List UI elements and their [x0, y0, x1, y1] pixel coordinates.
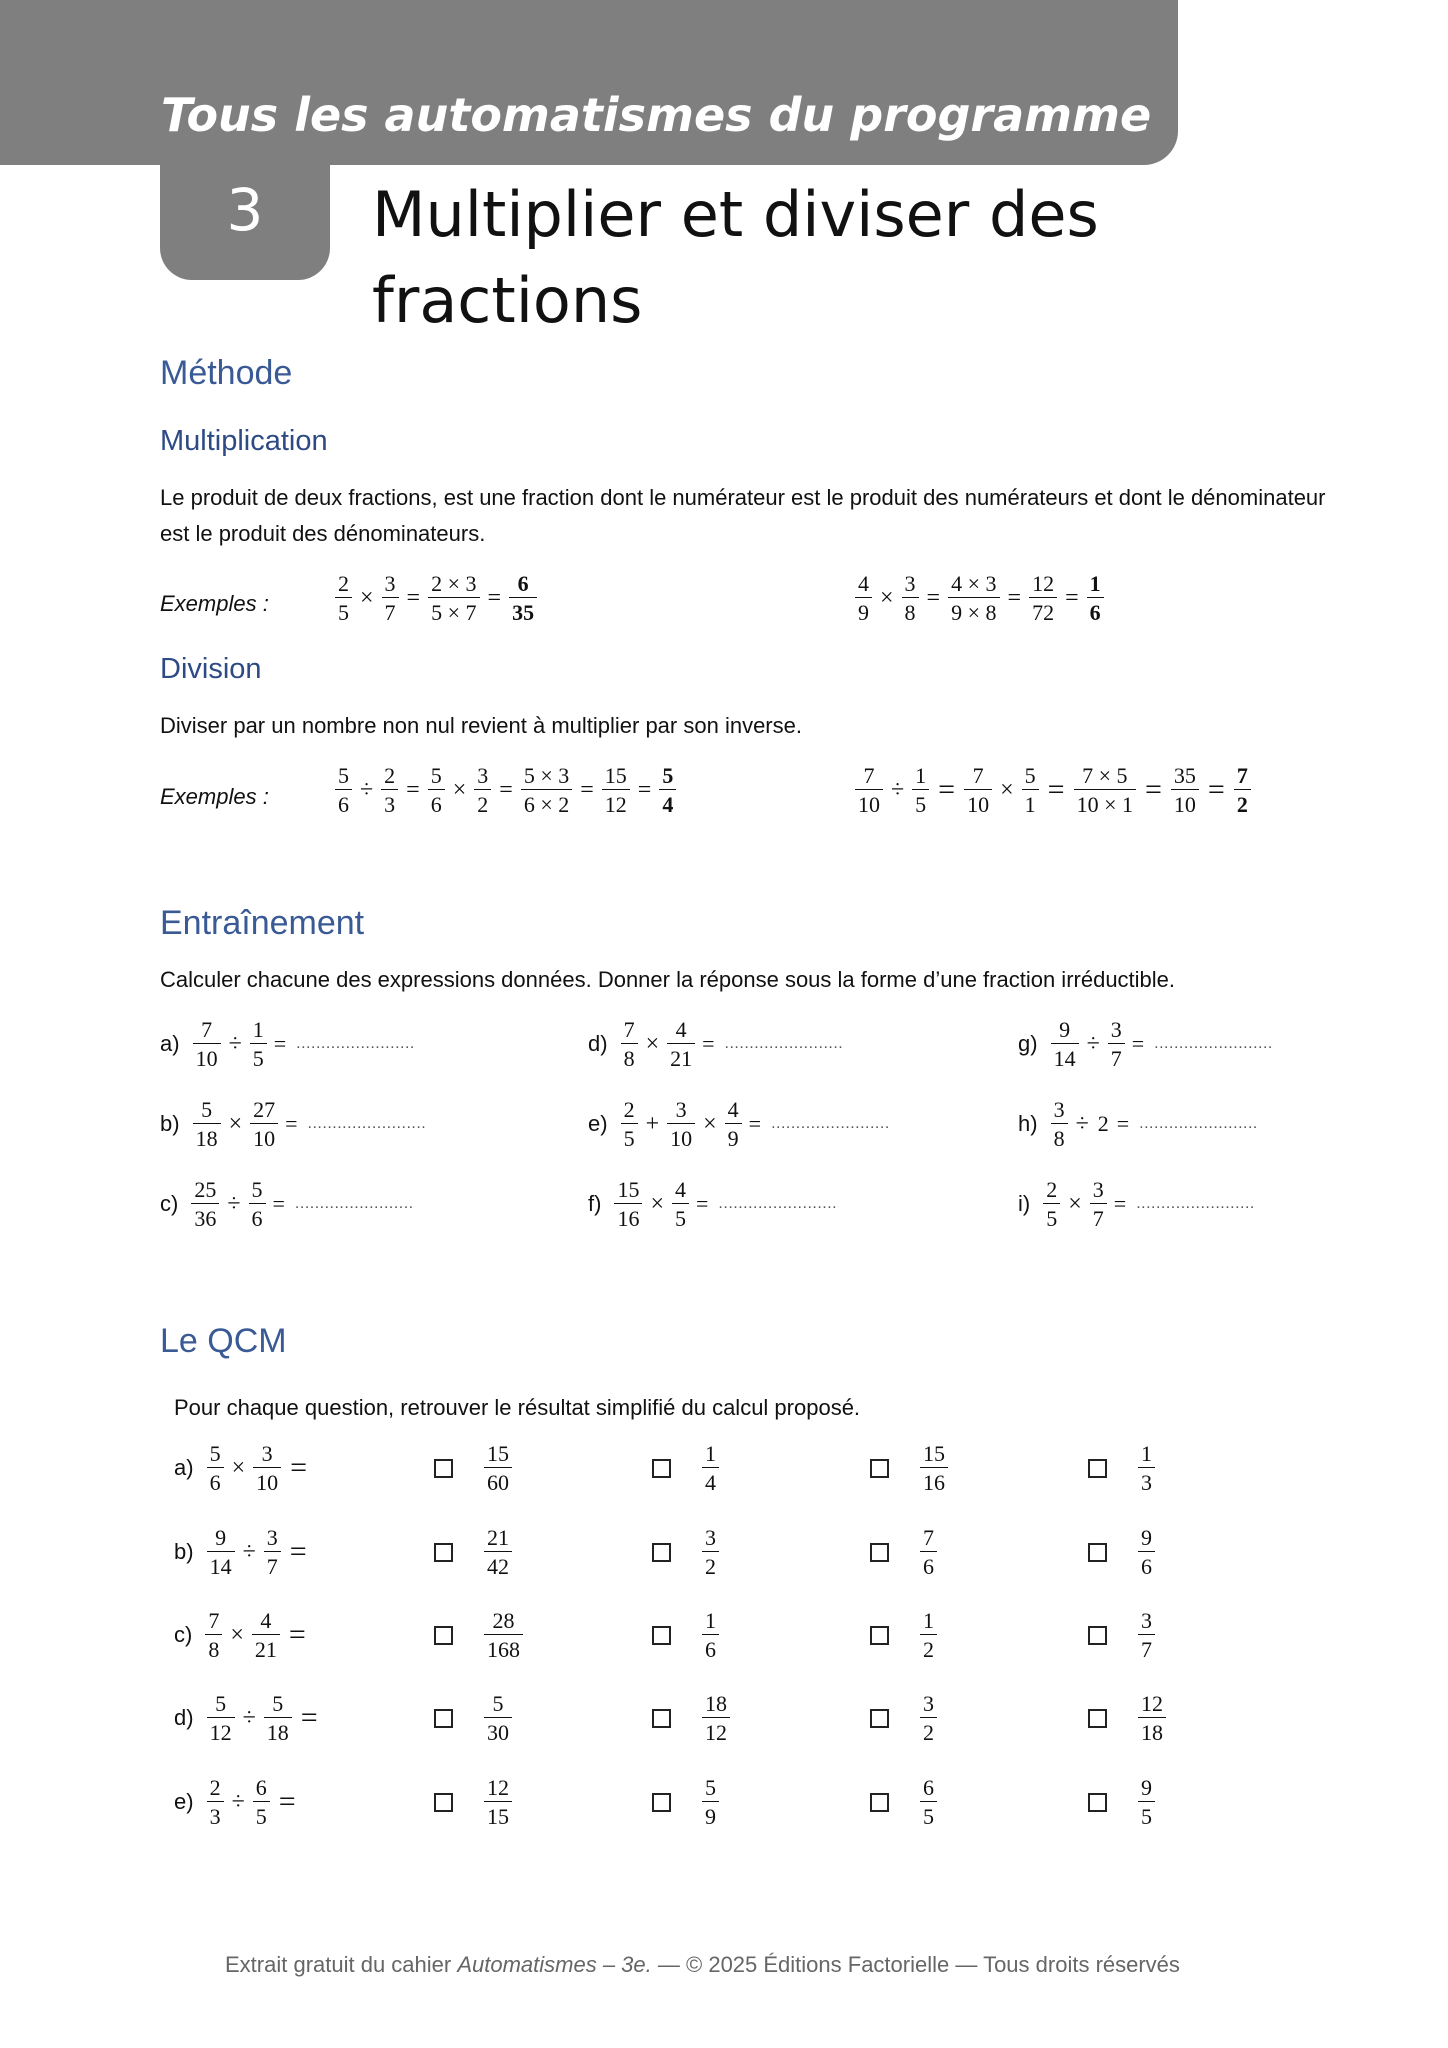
fraction: $\frac{2}{3}$ [381, 764, 398, 816]
qcm-instruction: Pour chaque question, retrouver le résultat simplifié du calcul proposé. [174, 1395, 861, 1420]
answer-blank[interactable]: ........................ [1139, 1115, 1258, 1133]
qcm-choice[interactable]: $\frac{5}{9}$ [652, 1776, 722, 1828]
checkbox-icon[interactable] [652, 1626, 671, 1645]
checkbox-icon[interactable] [870, 1793, 889, 1812]
fraction: $\frac{3}{8}$ [902, 572, 919, 624]
checkbox-icon[interactable] [1088, 1626, 1107, 1645]
checkbox-icon[interactable] [434, 1543, 453, 1562]
mult-example-2: $\frac{4}{9}$ × $\frac{3}{8}$ = $\frac{4 \times 3}{9 \times 8}$ = $\frac{12}{72}$ = $\frac{1}{6}$ [852, 572, 1107, 624]
division-rule: Diviser par un nombre non nul revient à multiplier par son inverse. [160, 713, 802, 738]
qcm-choice[interactable]: $\frac{1}{4}$ [652, 1442, 722, 1494]
qcm-choice[interactable]: $\frac{12}{18}$ [1088, 1692, 1169, 1744]
qcm-question-d: d) $\frac{5}{12}$ ÷ $\frac{5}{18}$ = [174, 1691, 318, 1746]
exercise-a: a) $\frac{7}{10}$ ÷ $\frac{1}{5}$ = ........................ [160, 1017, 415, 1072]
fraction: $\frac{3}{2}$ [474, 764, 491, 816]
div-example-2: $\frac{7}{10}$ ÷ $\frac{1}{5}$ = $\frac{7}{10}$ × $\frac{5}{1}$ = $\frac{7 \times 5}{10 \times 1}$ = $\frac{35}{10}$ = $\frac{7}{2}$ [852, 764, 1254, 816]
section-qcm-heading: Le QCM [160, 1322, 287, 1360]
qcm-choice[interactable]: $\frac{9}{6}$ [1088, 1526, 1158, 1578]
exercise-f: f) $\frac{15}{16}$ × $\frac{4}{5}$ = ........................ [588, 1177, 838, 1232]
checkbox-icon[interactable] [652, 1709, 671, 1728]
answer-blank[interactable]: ........................ [294, 1195, 414, 1213]
checkbox-icon[interactable] [434, 1626, 453, 1645]
fraction: $\frac{2}{5}$ [335, 572, 352, 624]
qcm-choice[interactable]: $\frac{1}{2}$ [870, 1609, 940, 1661]
fraction-result: $\frac{6}{35}$ [509, 572, 537, 624]
training-instruction: Calculer chacune des expressions données. Donner la réponse sous la forme d’une fraction irréductible. [160, 967, 1176, 992]
exercise-d: d) $\frac{7}{8}$ × $\frac{4}{21}$ = ........................ [588, 1017, 844, 1072]
fraction: $\frac{1}{5}$ [912, 764, 929, 816]
division-heading: Division [160, 653, 262, 685]
fraction: $\frac{5}{6}$ [335, 764, 352, 816]
qcm-choice[interactable]: $\frac{9}{5}$ [1088, 1776, 1158, 1828]
footer-copyright: Extrait gratuit du cahier Automatismes – 3e. — © 2025 Éditions Factorielle — Tous droits réservés [225, 1952, 1180, 1977]
qcm-choice[interactable]: $\frac{3}{7}$ [1088, 1609, 1158, 1661]
qcm-choice[interactable]: $\frac{5}{30}$ [434, 1692, 515, 1744]
exercise-e: e) $\frac{2}{5}$ + $\frac{3}{10}$ × $\frac{4}{9}$ = ........................ [588, 1097, 890, 1152]
examples-label: Exemples : [160, 591, 269, 616]
qcm-choice[interactable]: $\frac{3}{2}$ [652, 1526, 722, 1578]
banner-title: Tous les automatismes du programme [161, 88, 1152, 142]
fraction: $\frac{12}{72}$ [1029, 572, 1057, 624]
answer-blank[interactable]: ........................ [307, 1115, 427, 1133]
fraction-result: $\frac{7}{2}$ [1234, 764, 1251, 816]
qcm-choice[interactable]: $\frac{18}{12}$ [652, 1692, 733, 1744]
qcm-choice[interactable]: $\frac{1}{3}$ [1088, 1442, 1158, 1494]
fraction: $\frac{7 \times 5}{10 \times 1}$ [1074, 764, 1136, 816]
answer-blank[interactable]: ........................ [1136, 1195, 1255, 1213]
checkbox-icon[interactable] [1088, 1459, 1107, 1478]
div-example-1: $\frac{5}{6}$ ÷ $\frac{2}{3}$ = $\frac{5}{6}$ × $\frac{3}{2}$ = $\frac{5 \times 3}{6 \times 2}$ = $\frac{15}{12}$ = $\frac{5}{4}$ [332, 764, 679, 816]
checkbox-icon[interactable] [1088, 1543, 1107, 1562]
fraction: $\frac{7}{10}$ [964, 764, 992, 816]
qcm-choice[interactable]: $\frac{3}{2}$ [870, 1692, 940, 1744]
examples-label: Exemples : [160, 784, 269, 809]
qcm-question-e: e) $\frac{2}{3}$ ÷ $\frac{6}{5}$ = [174, 1775, 296, 1830]
qcm-question-a: a) $\frac{5}{6}$ × $\frac{3}{10}$ = [174, 1441, 308, 1496]
fraction: $\frac{3}{7}$ [382, 572, 399, 624]
fraction-result: $\frac{5}{4}$ [659, 764, 676, 816]
checkbox-icon[interactable] [652, 1543, 671, 1562]
answer-blank[interactable]: ........................ [724, 1035, 844, 1053]
chapter-title: Multiplier et diviser des fractions [372, 178, 1099, 337]
answer-blank[interactable]: ........................ [771, 1115, 890, 1133]
qcm-choice[interactable]: $\frac{21}{42}$ [434, 1526, 515, 1578]
checkbox-icon[interactable] [870, 1459, 889, 1478]
qcm-choice[interactable]: $\frac{12}{15}$ [434, 1776, 515, 1828]
qcm-choice[interactable]: $\frac{15}{16}$ [870, 1442, 951, 1494]
multiplication-heading: Multiplication [160, 425, 328, 457]
checkbox-icon[interactable] [434, 1793, 453, 1812]
qcm-question-c: c) $\frac{7}{8}$ × $\frac{4}{21}$ = [174, 1608, 306, 1663]
multiplication-rule: Le produit de deux fractions, est une fraction dont le numérateur est le produit des numérateurs et dont le dénominateur est le produit des dénominateurs. [160, 485, 1326, 546]
fraction: $\frac{5}{1}$ [1022, 764, 1039, 816]
chapter-number: 3 [160, 150, 330, 280]
checkbox-icon[interactable] [870, 1543, 889, 1562]
qcm-choice[interactable]: $\frac{1}{6}$ [652, 1609, 722, 1661]
checkbox-icon[interactable] [652, 1793, 671, 1812]
exercise-c: c) $\frac{25}{36}$ ÷ $\frac{5}{6}$ = ........................ [160, 1177, 414, 1232]
fraction: $\frac{4}{9}$ [855, 572, 872, 624]
fraction: $\frac{2 \times 3}{5 \times 7}$ [428, 572, 479, 624]
section-training-heading: Entraînement [160, 904, 365, 942]
exercise-g: g) $\frac{9}{14}$ ÷ $\frac{3}{7}$ = ........................ [1018, 1017, 1273, 1072]
checkbox-icon[interactable] [434, 1709, 453, 1728]
fraction: $\frac{35}{10}$ [1171, 764, 1199, 816]
fraction: $\frac{5}{6}$ [428, 764, 445, 816]
checkbox-icon[interactable] [870, 1626, 889, 1645]
answer-blank[interactable]: ........................ [1154, 1035, 1273, 1053]
fraction: $\frac{5 \times 3}{6 \times 2}$ [521, 764, 572, 816]
qcm-choice[interactable]: $\frac{15}{60}$ [434, 1442, 515, 1494]
fraction: $\frac{7}{10}$ [855, 764, 883, 816]
fraction: $\frac{15}{12}$ [602, 764, 630, 816]
fraction: $\frac{4 \times 3}{9 \times 8}$ [948, 572, 999, 624]
qcm-choice[interactable]: $\frac{7}{6}$ [870, 1526, 940, 1578]
section-methode-heading: Méthode [160, 354, 293, 392]
fraction-result: $\frac{1}{6}$ [1087, 572, 1104, 624]
mult-example-1: $\frac{2}{5}$ × $\frac{3}{7}$ = $\frac{2 \times 3}{5 \times 7}$ = $\frac{6}{35}$ [332, 572, 540, 624]
checkbox-icon[interactable] [652, 1459, 671, 1478]
answer-blank[interactable]: ........................ [296, 1035, 415, 1053]
checkbox-icon[interactable] [1088, 1793, 1107, 1812]
qcm-question-b: b) $\frac{9}{14}$ ÷ $\frac{3}{7}$ = [174, 1525, 307, 1580]
checkbox-icon[interactable] [434, 1459, 453, 1478]
exercise-i: i) $\frac{2}{5}$ × $\frac{3}{7}$ = ........................ [1018, 1177, 1255, 1232]
checkbox-icon[interactable] [870, 1709, 889, 1728]
checkbox-icon[interactable] [1088, 1709, 1107, 1728]
answer-blank[interactable]: ........................ [718, 1195, 838, 1213]
exercise-h: h) $\frac{3}{8}$ ÷ 2 = ........................ [1018, 1097, 1258, 1152]
qcm-choice[interactable]: $\frac{28}{168}$ [434, 1609, 526, 1661]
exercise-b: b) $\frac{5}{18}$ × $\frac{27}{10}$ = ........................ [160, 1097, 427, 1152]
qcm-choice[interactable]: $\frac{6}{5}$ [870, 1776, 940, 1828]
